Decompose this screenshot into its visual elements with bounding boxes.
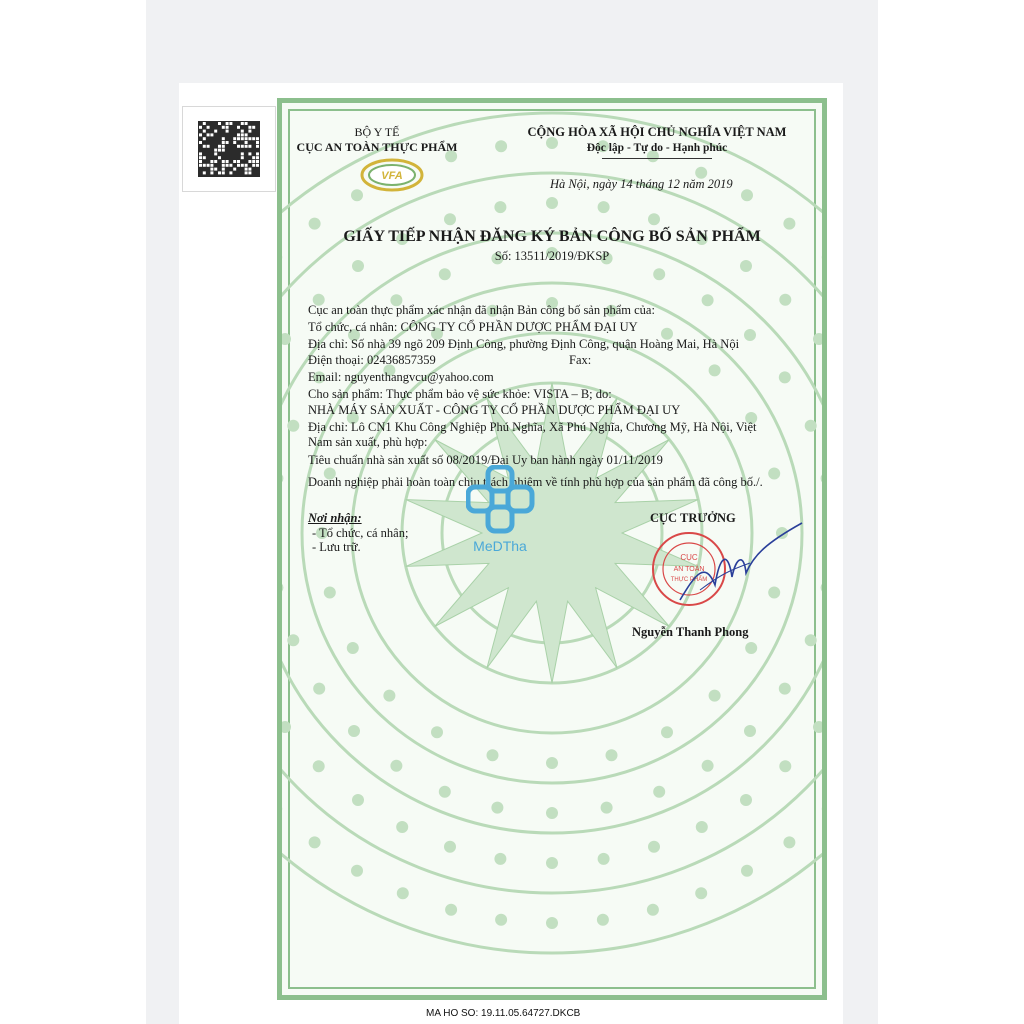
qr-code: [182, 106, 276, 192]
national-motto: Độc lập - Tự do - Hạnh phúc: [586, 142, 728, 154]
motto-underline: [602, 158, 712, 159]
vfa-logo-text: VFA: [381, 170, 403, 182]
signature-icon: [670, 515, 810, 610]
issue-date: Hà Nội, ngày 14 tháng 12 năm 2019: [550, 177, 733, 191]
country-name: CỘNG HÒA XÃ HỘI CHỦ NGHĨA VIỆT NAM: [527, 125, 787, 139]
body-line-2: Tổ chức, cá nhân: CÔNG TY CỔ PHẦN DƯỢC PHẨM ĐẠI UY: [308, 320, 638, 334]
vfa-logo-icon: [360, 158, 424, 192]
body-line-3: Địa chỉ: Số nhà 39 ngõ 209 Định Công, phường Định Công, quận Hoàng Mai, Hà Nội: [308, 337, 740, 351]
recipients-heading: Nơi nhận:: [308, 511, 362, 525]
recipient-item-2: - Lưu trữ.: [312, 540, 361, 554]
stamp-text-mid: AN TOÀN: [673, 566, 705, 573]
body-line-1: Cục an toàn thực phẩm xác nhận đã nhận Bản công bố sản phẩm của:: [308, 303, 655, 317]
body-phone: Điện thoại: 02436857359: [308, 353, 436, 367]
signer-name: Nguyễn Thanh Phong: [632, 625, 749, 639]
body-email: Email: nguyenthangvcu@yahoo.com: [308, 370, 494, 384]
body-line-11: Doanh nghiệp phải hoàn toàn chịu trách nhiệm về tính phù hợp của sản phẩm đã công bố./.: [308, 475, 763, 489]
agency-name: CỤC AN TOÀN THỰC PHẨM: [296, 140, 458, 154]
medtha-watermark-logo-icon: [466, 465, 536, 555]
body-line-9: Nam sản xuất, phù hợp:: [308, 435, 428, 449]
record-code: MA HO SO: 19.11.05.64727.DKCB: [426, 1008, 581, 1019]
ministry-name: BỘ Y TẾ: [354, 125, 400, 139]
stamp-text-bottom: THỰC PHẨM: [670, 577, 708, 583]
signer-position: CỤC TRƯỞNG: [650, 511, 736, 525]
body-line-10: Tiêu chuẩn nhà sản xuất số 08/2019/Đại Uy ban hành ngày 01/11/2019: [308, 453, 663, 467]
medtha-watermark-text: MeDTha: [473, 538, 527, 554]
document-number: Số: 13511/2019/ĐKSP: [494, 249, 610, 263]
stamp-text-top: CỤC: [680, 553, 698, 562]
recipient-item-1: - Tổ chức, cá nhân;: [312, 526, 409, 540]
body-line-7: NHÀ MÁY SẢN XUẤT - CÔNG TY CỔ PHẦN DƯỢC PHẨM ĐẠI UY: [308, 403, 681, 417]
body-line-6: Cho sản phẩm: Thực phẩm bảo vệ sức khỏe: VISTA – B; do:: [308, 387, 612, 401]
document-title: GIẤY TIẾP NHẬN ĐĂNG KÝ BẢN CÔNG BỐ SẢN PHẨM: [343, 228, 761, 245]
body-line-8: Địa chỉ: Lô CN1 Khu Công Nghiệp Phú Nghĩa, Xã Phú Nghĩa, Chương Mỹ, Hà Nội, Việt: [308, 420, 757, 434]
qr-code-icon: [198, 121, 260, 177]
body-fax: Fax:: [569, 353, 592, 367]
